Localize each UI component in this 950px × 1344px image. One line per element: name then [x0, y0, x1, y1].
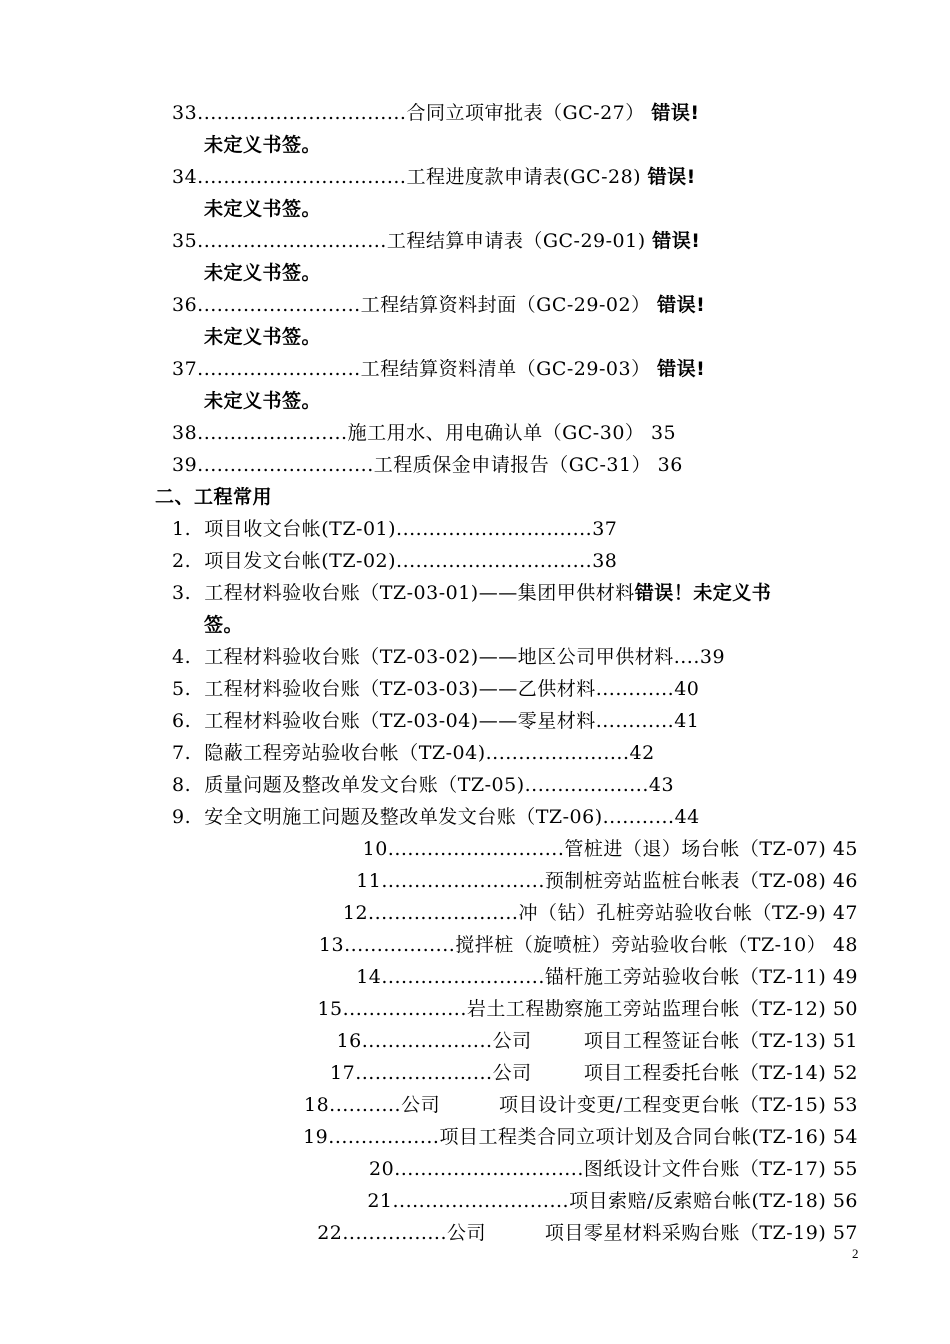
toc-page-number: 51 — [832, 1030, 858, 1052]
toc-entry-number: 15. — [317, 998, 350, 1020]
toc-entry-tz-18[interactable] — [172, 1092, 858, 1118]
toc-entry-number: 9. — [172, 806, 192, 828]
toc-entry-title: 管桩进（退）场台帐（TZ-07) — [564, 838, 827, 860]
toc-entry-number: 10. — [362, 838, 395, 860]
toc-entry-title: 质量问题及整改单发文台账（TZ-05) — [204, 774, 525, 796]
toc-entry-35[interactable] — [172, 228, 700, 254]
toc-leader-dots: ........................ — [203, 358, 361, 380]
toc-entry-title: 工程材料验收台账（TZ-03-02)——地区公司甲供材料 — [204, 646, 674, 668]
toc-leader-dots: ...................... — [485, 742, 630, 764]
toc-leader-dots: .......... — [335, 1094, 402, 1116]
toc-entry-title: 工程结算申请表（GC-29-01) — [386, 230, 646, 252]
toc-entry-number: 14. — [356, 966, 388, 988]
toc-entry-title: 公司 项目工程委托台帐（TZ-14) — [492, 1062, 827, 1084]
toc-entry-tz-17[interactable] — [172, 1060, 858, 1086]
toc-leader-dots: .......................... — [203, 454, 374, 476]
toc-leader-dots: ............................ — [203, 230, 387, 252]
toc-entry-number: 13. — [318, 934, 351, 956]
toc-entry-number: 4. — [172, 646, 192, 668]
toc-page-number: 44 — [674, 806, 700, 828]
toc-entry-tz-19[interactable] — [172, 1124, 858, 1150]
toc-entry-number: 8. — [172, 774, 192, 796]
page-number: 2 — [852, 1246, 859, 1261]
toc-entry-33[interactable] — [172, 100, 700, 126]
toc-entry-number: 39. — [172, 454, 204, 476]
toc-entry-number: 5. — [172, 678, 192, 700]
toc-entry-34[interactable] — [172, 164, 696, 190]
toc-entry-title: 公司 项目设计变更/工程变更台帐（TZ-15) — [401, 1094, 827, 1116]
toc-page-number: 52 — [832, 1062, 858, 1084]
toc-page-number: 45 — [832, 838, 858, 860]
toc-leader-dots: ................ — [350, 934, 456, 956]
toc-leader-dots: ............................... — [203, 102, 407, 124]
toc-entry-number: 7. — [172, 742, 192, 764]
toc-entry-number: 17. — [330, 1062, 362, 1084]
toc-page-number: 35 — [650, 422, 677, 444]
toc-entry-tz-14[interactable] — [172, 964, 858, 990]
toc-entry-tz-11[interactable] — [172, 868, 858, 894]
toc-entry-tz-5[interactable] — [172, 676, 699, 702]
toc-error-continuation: 签。 — [204, 614, 244, 636]
toc-entry-title: 图纸设计文件台账（TZ-17) — [583, 1158, 827, 1180]
toc-leader-dots: ........................ — [387, 966, 545, 988]
toc-entry-number: 38. — [172, 422, 204, 444]
toc-entry-tz-9[interactable] — [172, 804, 700, 830]
toc-entry-title: 工程材料验收台账（TZ-03-03)——乙供材料 — [204, 678, 596, 700]
toc-entry-38[interactable] — [172, 420, 676, 446]
toc-entry-tz-3[interactable] — [172, 580, 771, 606]
toc-entry-title: 公司 项目零星材料采购台账（TZ-19) — [447, 1222, 827, 1244]
toc-entry-number: 21. — [367, 1190, 400, 1212]
toc-error-text: 错误! — [651, 102, 700, 124]
toc-page-number: 48 — [832, 934, 858, 956]
toc-page-number: 47 — [832, 902, 858, 924]
toc-entry-number: 19. — [303, 1126, 335, 1148]
toc-error-continuation: 未定义书签。 — [204, 326, 322, 348]
toc-page-number: 36 — [657, 454, 683, 476]
toc-error-continuation: 未定义书签。 — [204, 134, 322, 156]
toc-entry-title: 公司 项目工程签证台帐（TZ-13) — [492, 1030, 827, 1052]
toc-page-number: 46 — [832, 870, 858, 892]
toc-leader-dots: .................... — [361, 1062, 493, 1084]
toc-entry-number: 6. — [172, 710, 192, 732]
toc-error-text: 错误! — [657, 294, 706, 316]
toc-error-text: 错误! — [647, 166, 696, 188]
toc-entry-title: 合同立项审批表（GC-27） — [406, 102, 645, 124]
toc-entry-number: 34. — [172, 166, 204, 188]
toc-error-text: 错误! — [657, 358, 706, 380]
toc-leader-dots: ...................... — [374, 902, 519, 924]
toc-leader-dots: ........... — [602, 806, 675, 828]
toc-leader-dots: ................... — [524, 774, 649, 796]
toc-entry-title: 工程质保金申请报告（GC-31） — [373, 454, 652, 476]
toc-page-number: 37 — [592, 518, 618, 540]
toc-page-number: 56 — [832, 1190, 858, 1212]
toc-entry-tz-1[interactable] — [172, 516, 617, 542]
toc-leader-dots: ........................ — [203, 294, 361, 316]
toc-leader-dots: .... — [673, 646, 700, 668]
section-heading[interactable]: 二、工程常用 — [155, 486, 273, 508]
toc-entry-title: 安全文明施工问题及整改单发文台账（TZ-06) — [204, 806, 603, 828]
toc-leader-dots: ............ — [595, 678, 675, 700]
toc-entry-number: 12. — [342, 902, 375, 924]
toc-page-number: 41 — [674, 710, 700, 732]
toc-error-continuation: 未定义书签。 — [204, 198, 322, 220]
toc-entry-tz-2[interactable] — [172, 548, 617, 574]
toc-leader-dots: ............................... — [203, 166, 407, 188]
toc-page-number: 43 — [648, 774, 675, 796]
toc-entry-tz-13[interactable] — [172, 932, 858, 958]
toc-entry-number: 18. — [303, 1094, 336, 1116]
toc-entry-title: 岩土工程勘察施工旁站监理台帐（TZ-12) — [466, 998, 827, 1020]
toc-leader-dots: .................. — [349, 998, 467, 1020]
toc-entry-tz-4[interactable] — [172, 644, 725, 670]
toc-entry-number: 20. — [369, 1158, 401, 1180]
toc-entry-tz-22[interactable] — [172, 1220, 858, 1246]
toc-entry-title: 项目工程类合同立项计划及合同台帐(TZ-16) — [439, 1126, 827, 1148]
toc-entry-number: 37. — [172, 358, 204, 380]
toc-entry-tz-15[interactable] — [172, 996, 858, 1022]
toc-entry-tz-12[interactable] — [172, 900, 858, 926]
toc-entry-36[interactable] — [172, 292, 705, 318]
toc-entry-number: 35. — [172, 230, 204, 252]
toc-entry-title: 锚杆施工旁站验收台帐（TZ-11) — [544, 966, 827, 988]
toc-page-number: 49 — [832, 966, 858, 988]
toc-entry-number: 2. — [172, 550, 192, 572]
toc-page-number: 42 — [629, 742, 655, 764]
toc-entry-title: 工程材料验收台账（TZ-03-04)——零星材料 — [204, 710, 596, 732]
toc-entry-title: 项目发文台帐(TZ-02) — [204, 550, 397, 572]
toc-page-number: 50 — [832, 998, 858, 1020]
toc-leader-dots: ............................ — [400, 1158, 584, 1180]
toc-entry-tz-20[interactable] — [172, 1156, 858, 1182]
toc-entry-number: 36. — [172, 294, 204, 316]
toc-entry-title: 预制桩旁站监桩台帐表（TZ-08) — [544, 870, 827, 892]
toc-page-number: 40 — [674, 678, 700, 700]
toc-entry-number: 16. — [336, 1030, 369, 1052]
toc-entry-tz-7[interactable] — [172, 740, 655, 766]
toc-entry-number: 22. — [317, 1222, 349, 1244]
toc-entry-title: 项目索赔/反索赔台帐(TZ-18) — [569, 1190, 827, 1212]
toc-page-number: 39 — [699, 646, 726, 668]
toc-entry-number: 1. — [172, 518, 192, 540]
toc-entry-title: 项目收文台帐(TZ-01) — [204, 518, 397, 540]
toc-leader-dots: ................... — [368, 1030, 493, 1052]
toc-error-continuation: 未定义书签。 — [204, 390, 322, 412]
toc-error-continuation: 未定义书签。 — [204, 262, 322, 284]
toc-page-number: 53 — [832, 1094, 858, 1116]
toc-leader-dots: .............................. — [396, 518, 593, 540]
toc-leader-dots: ............ — [595, 710, 675, 732]
toc-entry-tz-16[interactable] — [172, 1028, 858, 1054]
toc-leader-dots: ........................ — [387, 870, 545, 892]
toc-entry-tz-8[interactable] — [172, 772, 674, 798]
toc-entry-title: 工程结算资料封面（GC-29-02） — [360, 294, 651, 316]
toc-entry-title: 工程结算资料清单（GC-29-03） — [360, 358, 651, 380]
toc-entry-tz-21[interactable] — [172, 1188, 858, 1214]
toc-page-number: 57 — [832, 1222, 858, 1244]
toc-entry-title: 搅拌桩（旋喷桩）旁站验收台帐（TZ-10） — [455, 934, 827, 956]
toc-entry-title: 施工用水、用电确认单（GC-30） — [347, 422, 645, 444]
toc-entry-number: 11. — [356, 870, 388, 892]
toc-page-number: 38 — [592, 550, 618, 572]
toc-leader-dots: ................ — [334, 1126, 440, 1148]
toc-entry-title: 工程进度款申请表(GC-28) — [406, 166, 642, 188]
toc-entry-title: 冲（钻）孔桩旁站验收台帐（TZ-9) — [518, 902, 827, 924]
toc-leader-dots: ............... — [348, 1222, 448, 1244]
toc-entry-title: 工程材料验收台账（TZ-03-01)——集团甲供材料 — [204, 582, 635, 604]
toc-entry-37[interactable] — [172, 356, 705, 382]
toc-entry-number: 3. — [172, 582, 192, 604]
toc-entry-tz-10[interactable] — [172, 836, 858, 862]
toc-error-text: 错误！未定义书 — [634, 582, 772, 604]
toc-entry-39[interactable] — [172, 452, 683, 478]
toc-entry-number: 33. — [172, 102, 204, 124]
toc-page-number: 54 — [832, 1126, 858, 1148]
toc-entry-title: 隐蔽工程旁站验收台帐（TZ-04) — [204, 742, 486, 764]
toc-leader-dots: .......................... — [399, 1190, 570, 1212]
toc-entry-tz-6[interactable] — [172, 708, 699, 734]
toc-leader-dots: .......................... — [394, 838, 565, 860]
toc-page-number: 55 — [832, 1158, 858, 1180]
toc-leader-dots: ...................... — [203, 422, 348, 444]
toc-leader-dots: .............................. — [396, 550, 593, 572]
toc-error-text: 错误! — [652, 230, 701, 252]
